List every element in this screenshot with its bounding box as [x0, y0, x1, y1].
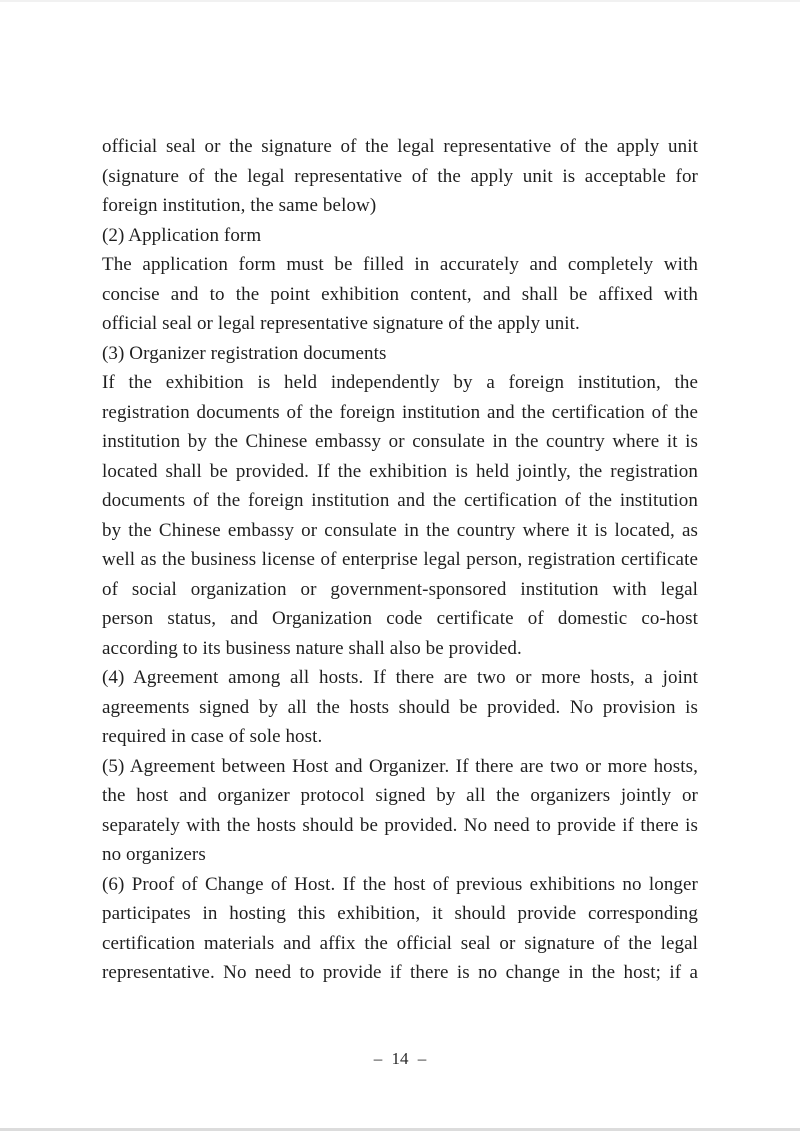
text-line: certification materials and affix the official seal or signature of the legal [102, 932, 698, 954]
text-line: (5) Agreement between Host and Organizer. If there are two or more hosts, [102, 755, 698, 777]
text-line: (signature of the legal representative of the apply unit is acceptable for [102, 165, 698, 187]
text-line: (4) Agreement among all hosts. If there are two or more hosts, a joint [102, 667, 698, 688]
text-line: foreign institution, the same below) [102, 195, 377, 216]
text-line: The application form must be filled in accurately and completely with [102, 254, 698, 275]
text-line: agreements signed by all the hosts should be provided. No provision is [102, 696, 698, 718]
text-line: according to its business nature shall also be provided. [102, 637, 522, 659]
text-line: (6) Proof of Change of Host. If the host of previous exhibitions no longer [102, 873, 698, 895]
text-line: concise and to the point exhibition content, and shall be affixed with [102, 283, 698, 305]
text-line: required in case of sole host. [102, 726, 323, 747]
text-line: (3) Organizer registration documents [102, 342, 387, 364]
text-line: person status, and Organization code certificate of domestic co-host [102, 608, 698, 629]
page-number: – 14 – [373, 1049, 427, 1068]
page-top-edge [0, 0, 800, 2]
text-line: official seal or the signature of the legal representative of the apply unit [102, 136, 698, 157]
text-line: participates in hosting this exhibition, it should provide corresponding [102, 903, 698, 924]
text-line: institution by the Chinese embassy or consulate in the country where it is [102, 431, 698, 452]
text-line: by the Chinese embassy or consulate in the country where it is located, as [102, 519, 698, 541]
text-line: If the exhibition is held independently by a foreign institution, the [102, 372, 698, 393]
text-line: official seal or legal representative signature of the apply unit. [102, 313, 580, 334]
text-line: of social organization or government-sponsored institution with legal [102, 578, 698, 600]
text-line: separately with the hosts should be provided. No need to provide if there is [102, 814, 698, 836]
text-line: no organizers [102, 844, 206, 865]
text-line: documents of the foreign institution and the certification of the institution [102, 490, 698, 511]
text-line: the host and organizer protocol signed by all the organizers jointly or [102, 785, 698, 806]
text-line: (2) Application form [102, 224, 262, 246]
text-line: well as the business license of enterprise legal person, registration certificate [102, 549, 698, 570]
text-line: representative. No need to provide if there is no change in the host; if a [102, 962, 698, 983]
text-line: located shall be provided. If the exhibition is held jointly, the registration [102, 460, 698, 482]
document-body [102, 132, 698, 988]
text-line: registration documents of the foreign institution and the certification of the [102, 401, 698, 423]
